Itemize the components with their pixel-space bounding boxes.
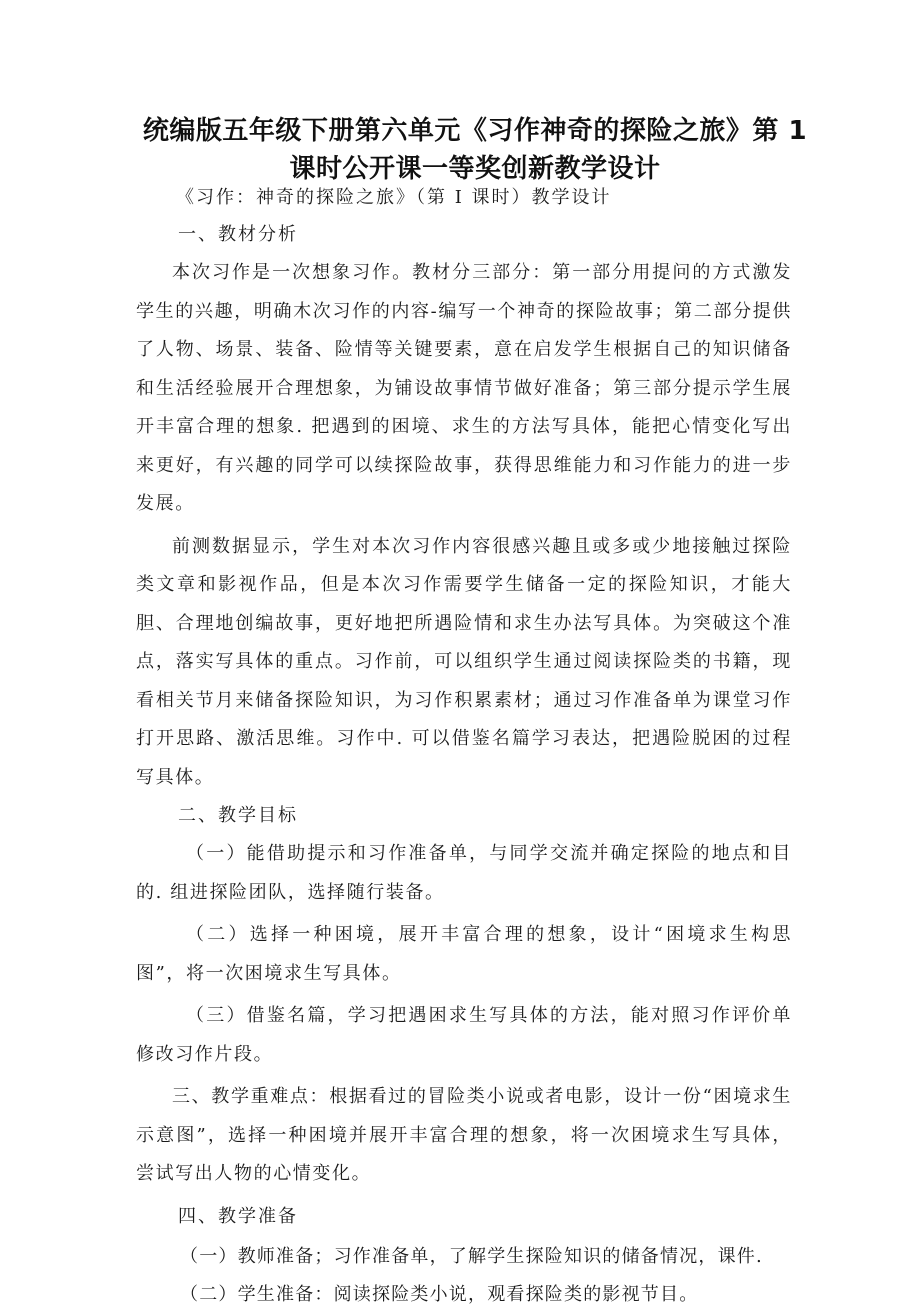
document-title (130, 112, 820, 188)
document-subtitle: 《习作：神奇的探险之旅》（第 I 课时）教学设计 (176, 187, 612, 208)
section-heading-teaching-preparation: 四、教学准备 (178, 1205, 298, 1227)
paragraph-key-difficulties: 三、教学重难点：根据看过的冒险类小说或者电影，设计一份“困境求生示意图”，选择一种困境并展开丰富合理的想象，将一次困境求生写具体，尝试写出人物的心情变化。 (136, 1086, 792, 1184)
document-body (136, 180, 792, 1314)
paragraph-pretest-data: 前测数据显示，学生对本次习作内容很感兴趣且或多或少地接触过探险类文章和影视作品，但是本次习作需要学生储备一定的探险知识，才能大胆、合理地创编故事，更好地把所遇险情和求生办法写具体。为突破这个准点，落实写具体的重点。习作前，可以组织学生通过阅读探险类的书籍，现看相关节月来储备探险知识，为习作积累素材；通过习作准备单为课堂习作打开思路、激活思维。习作中. 可以借鉴名篇学习表达，把遇险脱困的过程写具体。 (136, 535, 792, 788)
title-line-2: 课时公开课一等奖创新教学设计 (289, 154, 661, 184)
paragraph-material-analysis: 本次习作是一次想象习作。教材分三部分：第一部分用提问的方式激发学生的兴趣，明确木次习作的内容-编写一个神奇的探险故事；第二部分提供了人物、场景、装备、险情等关键要素，意在启发学生根据自己的知识储备和生活经验展开合理想象，为铺设故事情节做好准备；第三部分提示学生展开丰富合理的想象. 把遇到的困境、求生的方法写具体，能把心情变化写出来更好，有兴趣的同学可以续探险故事，获得思维能力和习作能力的进一步发展。 (136, 262, 792, 514)
preparation-student: （二）学生准备：阅读探险类小说，观看探险类的影视节目。 (180, 1283, 699, 1305)
preparation-teacher: （一）教师准备；习作准备单，了解学生探险知识的储备情况，课件. (180, 1245, 763, 1267)
title-line-1: 统编版五年级下册第六单元《习作神奇的探险之旅》第 1 (142, 116, 808, 146)
section-heading-material-analysis: 一、教材分析 (178, 224, 298, 245)
teaching-goal-3: （三）借鉴名篇，学习把遇困求生写具体的方法，能对照习作评价单修改习作片段。 (136, 1005, 792, 1065)
teaching-goal-1: （一）能借助提示和习作准备单，与同学交流并确定探险的地点和目的. 组进探险团队，选择随行装备。 (136, 843, 792, 903)
teaching-goal-2: （二）选择一种困境，展开丰富合理的想象，设计“困境求生构思图”，将一次困境求生写具体。 (136, 924, 792, 984)
section-heading-teaching-goals: 二、教学目标 (178, 805, 298, 826)
